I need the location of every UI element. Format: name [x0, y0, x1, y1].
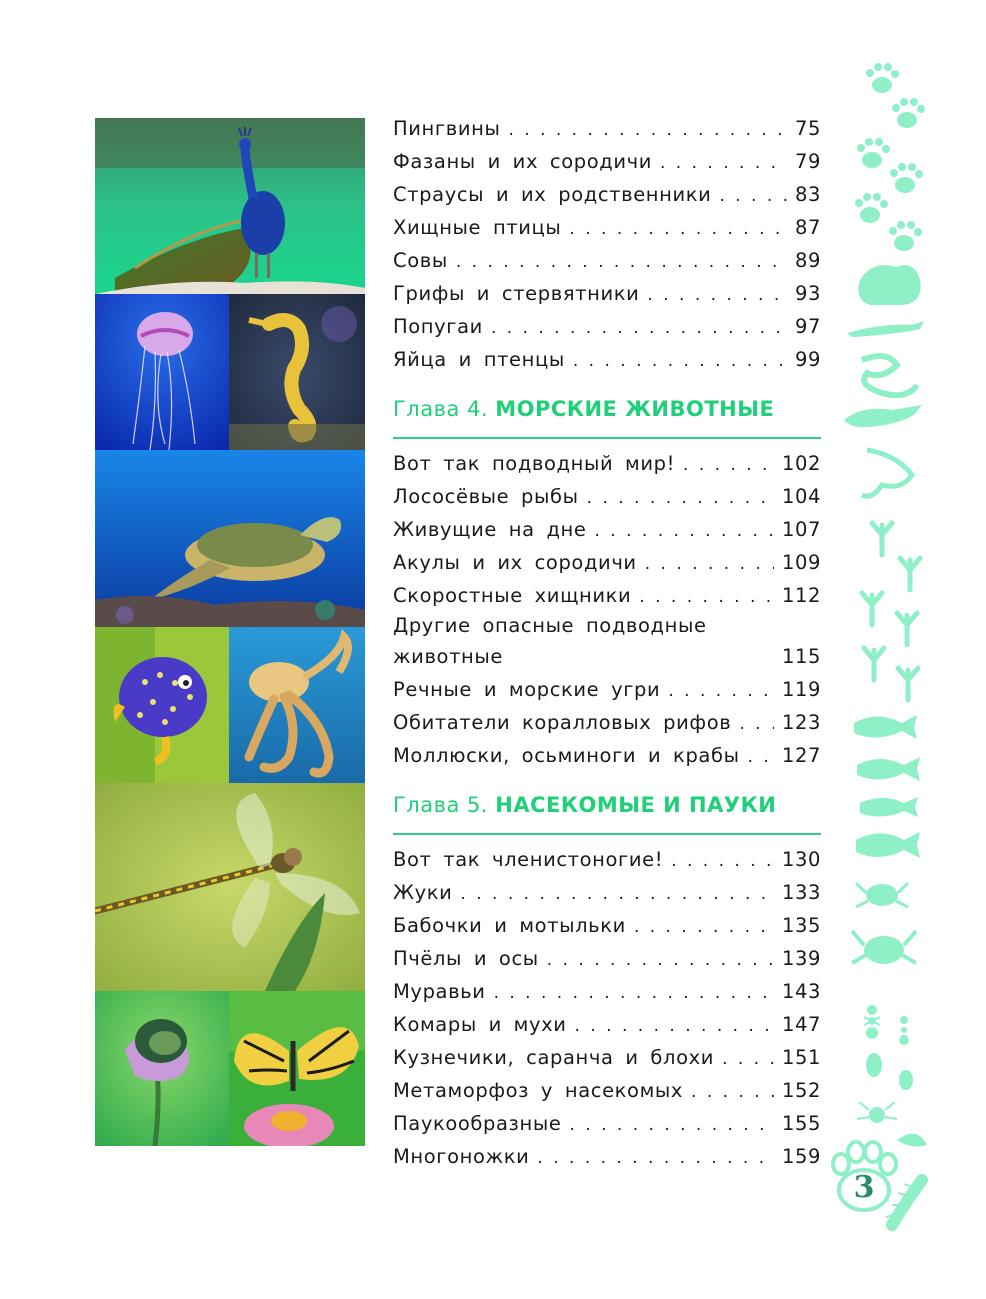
dot-leader: [569, 1109, 774, 1142]
ant-icon: [899, 1016, 909, 1045]
toc-entry[interactable]: Метаморфоз у насекомых . . . 152: [393, 1074, 821, 1107]
toc-entry[interactable]: Скоростные хищники . . . 112: [393, 579, 821, 612]
chapter-title: МОРСКИЕ ЖИВОТНЫЕ: [495, 397, 775, 421]
paw-print-icon: [892, 98, 925, 128]
paw-print-icon: [889, 221, 922, 251]
chapter-label: Глава 5.: [393, 793, 489, 817]
toc-entry[interactable]: Моллюски, осьминоги и крабы . . . 127: [393, 739, 821, 772]
dot-leader: [722, 1043, 774, 1076]
dot-leader: [647, 279, 787, 312]
dot-leader: [460, 878, 774, 911]
spider-icon: [857, 1102, 897, 1123]
toc-entry[interactable]: Муравьи . . . 143: [393, 975, 821, 1008]
photo-peacock: [95, 118, 365, 294]
dot-leader: [537, 1142, 774, 1175]
toc-entry[interactable]: Кузнечики, саранча и блохи . . . 151: [393, 1041, 821, 1074]
dot-leader: [547, 944, 774, 977]
bird-track-icon: [862, 523, 920, 700]
page-number: 3: [853, 1170, 875, 1205]
dot-leader: [671, 845, 774, 878]
toc-entry[interactable]: Акулы и их сородичи . . . 109: [393, 546, 821, 579]
dot-leader: [494, 977, 774, 1010]
dot-leader: [456, 246, 787, 279]
photo-octopus: [229, 627, 365, 783]
toc-entry[interactable]: Попугаи . . . 97: [393, 310, 821, 343]
toc-entry-line2: животные 115: [393, 645, 821, 668]
crab-icon: [856, 883, 908, 907]
photo-butterfly: [229, 991, 365, 1146]
paw-print-icon: [855, 193, 888, 223]
toc-entry[interactable]: Грифы и стервятники . . . 93: [393, 277, 821, 310]
beetle-icon: [866, 1053, 882, 1077]
toc-entry[interactable]: Фазаны и их сородичи . . . 79: [393, 145, 821, 178]
dot-leader: [569, 213, 787, 246]
toc-section-birds: [393, 112, 821, 376]
dot-leader: [594, 515, 773, 548]
dot-leader: [719, 180, 787, 213]
toc-entry[interactable]: Хищные птицы . . . 87: [393, 211, 821, 244]
paw-print-icon: [857, 138, 890, 168]
snake-icon: [862, 356, 917, 395]
chapter-label: Глава 4.: [393, 397, 489, 421]
toc-entry[interactable]: Пингвины . . . 75: [393, 112, 821, 145]
lizard-icon: [847, 321, 924, 337]
fish-icon: [860, 797, 918, 817]
paw-print-icon: [866, 63, 899, 93]
toc-entry[interactable]: Бабочки и мотыльки . . . 135: [393, 909, 821, 942]
dot-leader: [748, 741, 774, 774]
beetle-icon: [899, 1070, 913, 1090]
dot-leader: [645, 548, 774, 581]
toc-entry[interactable]: Живущие на дне . . . 107: [393, 513, 821, 546]
fish-icon: [857, 757, 920, 781]
toc-entry[interactable]: Вот так подводный мир! . . . 102: [393, 447, 821, 480]
dot-leader: [575, 1010, 774, 1043]
photo-dragonfly: [95, 783, 365, 991]
photo-beetle: [95, 991, 229, 1146]
photo-jellyfish: [95, 294, 229, 450]
toc-entry[interactable]: Страусы и их родственники . . . 83: [393, 178, 821, 211]
toc-entry[interactable]: Многоножки . . . 159: [393, 1140, 821, 1173]
toc-entry[interactable]: Вот так членистоногие! . . . 130: [393, 843, 821, 876]
dot-leader: [634, 911, 774, 944]
toc-entry[interactable]: Лососёвые рыбы . . . 104: [393, 480, 821, 513]
dot-leader: [691, 1076, 774, 1109]
chapter-4-heading[interactable]: [393, 382, 821, 437]
ant-icon: [864, 1005, 880, 1039]
dot-leader: [660, 147, 787, 180]
dot-leader: [683, 449, 774, 482]
paw-print-icon: [890, 163, 923, 193]
toc-entry[interactable]: Речные и морские угри . . . 119: [393, 673, 821, 706]
gecko-icon: [862, 450, 912, 496]
toc-section-sea-animals: [393, 447, 821, 772]
crab-icon: [852, 931, 916, 964]
dot-leader: [491, 312, 787, 345]
chapter-divider: [393, 833, 821, 835]
fish-icon: [856, 832, 920, 858]
frog-icon: [858, 265, 920, 305]
toc-entry[interactable]: Яйца и птенцы . . . 99: [393, 343, 821, 376]
decorative-silhouette-strip: [842, 55, 942, 1240]
toc-entry-multiline[interactable]: [393, 612, 821, 673]
toc-entry[interactable]: Пчёлы и осы . . . 139: [393, 942, 821, 975]
toc-entry[interactable]: Комары и мухи . . . 147: [393, 1008, 821, 1041]
photo-pufferfish: [95, 627, 229, 783]
dot-leader: [508, 114, 787, 147]
chapter-divider: [393, 437, 821, 439]
toc-entry-line1: Другие опасные подводные: [393, 614, 707, 637]
toc-entry[interactable]: Обитатели коралловых рифов . . . 123: [393, 706, 821, 739]
photo-seahorse: [229, 294, 365, 450]
dot-leader: [668, 675, 774, 708]
dot-leader: [639, 581, 774, 614]
photo-sea-turtle: [95, 450, 365, 627]
dot-leader: [587, 482, 774, 515]
dot-leader: [573, 345, 787, 378]
crocodile-icon: [844, 405, 922, 427]
fish-icon: [854, 715, 917, 739]
toc-entry[interactable]: Жуки . . . 133: [393, 876, 821, 909]
chapter-5-heading[interactable]: [393, 778, 821, 833]
dot-leader: [739, 708, 774, 741]
table-of-contents: [393, 112, 821, 1173]
toc-entry[interactable]: Паукообразные . . . 155: [393, 1107, 821, 1140]
toc-entry[interactable]: Совы . . . 89: [393, 244, 821, 277]
chapter-title: НАСЕКОМЫЕ И ПАУКИ: [495, 793, 777, 817]
page-number-badge: [826, 1140, 902, 1216]
toc-section-insects: [393, 843, 821, 1173]
